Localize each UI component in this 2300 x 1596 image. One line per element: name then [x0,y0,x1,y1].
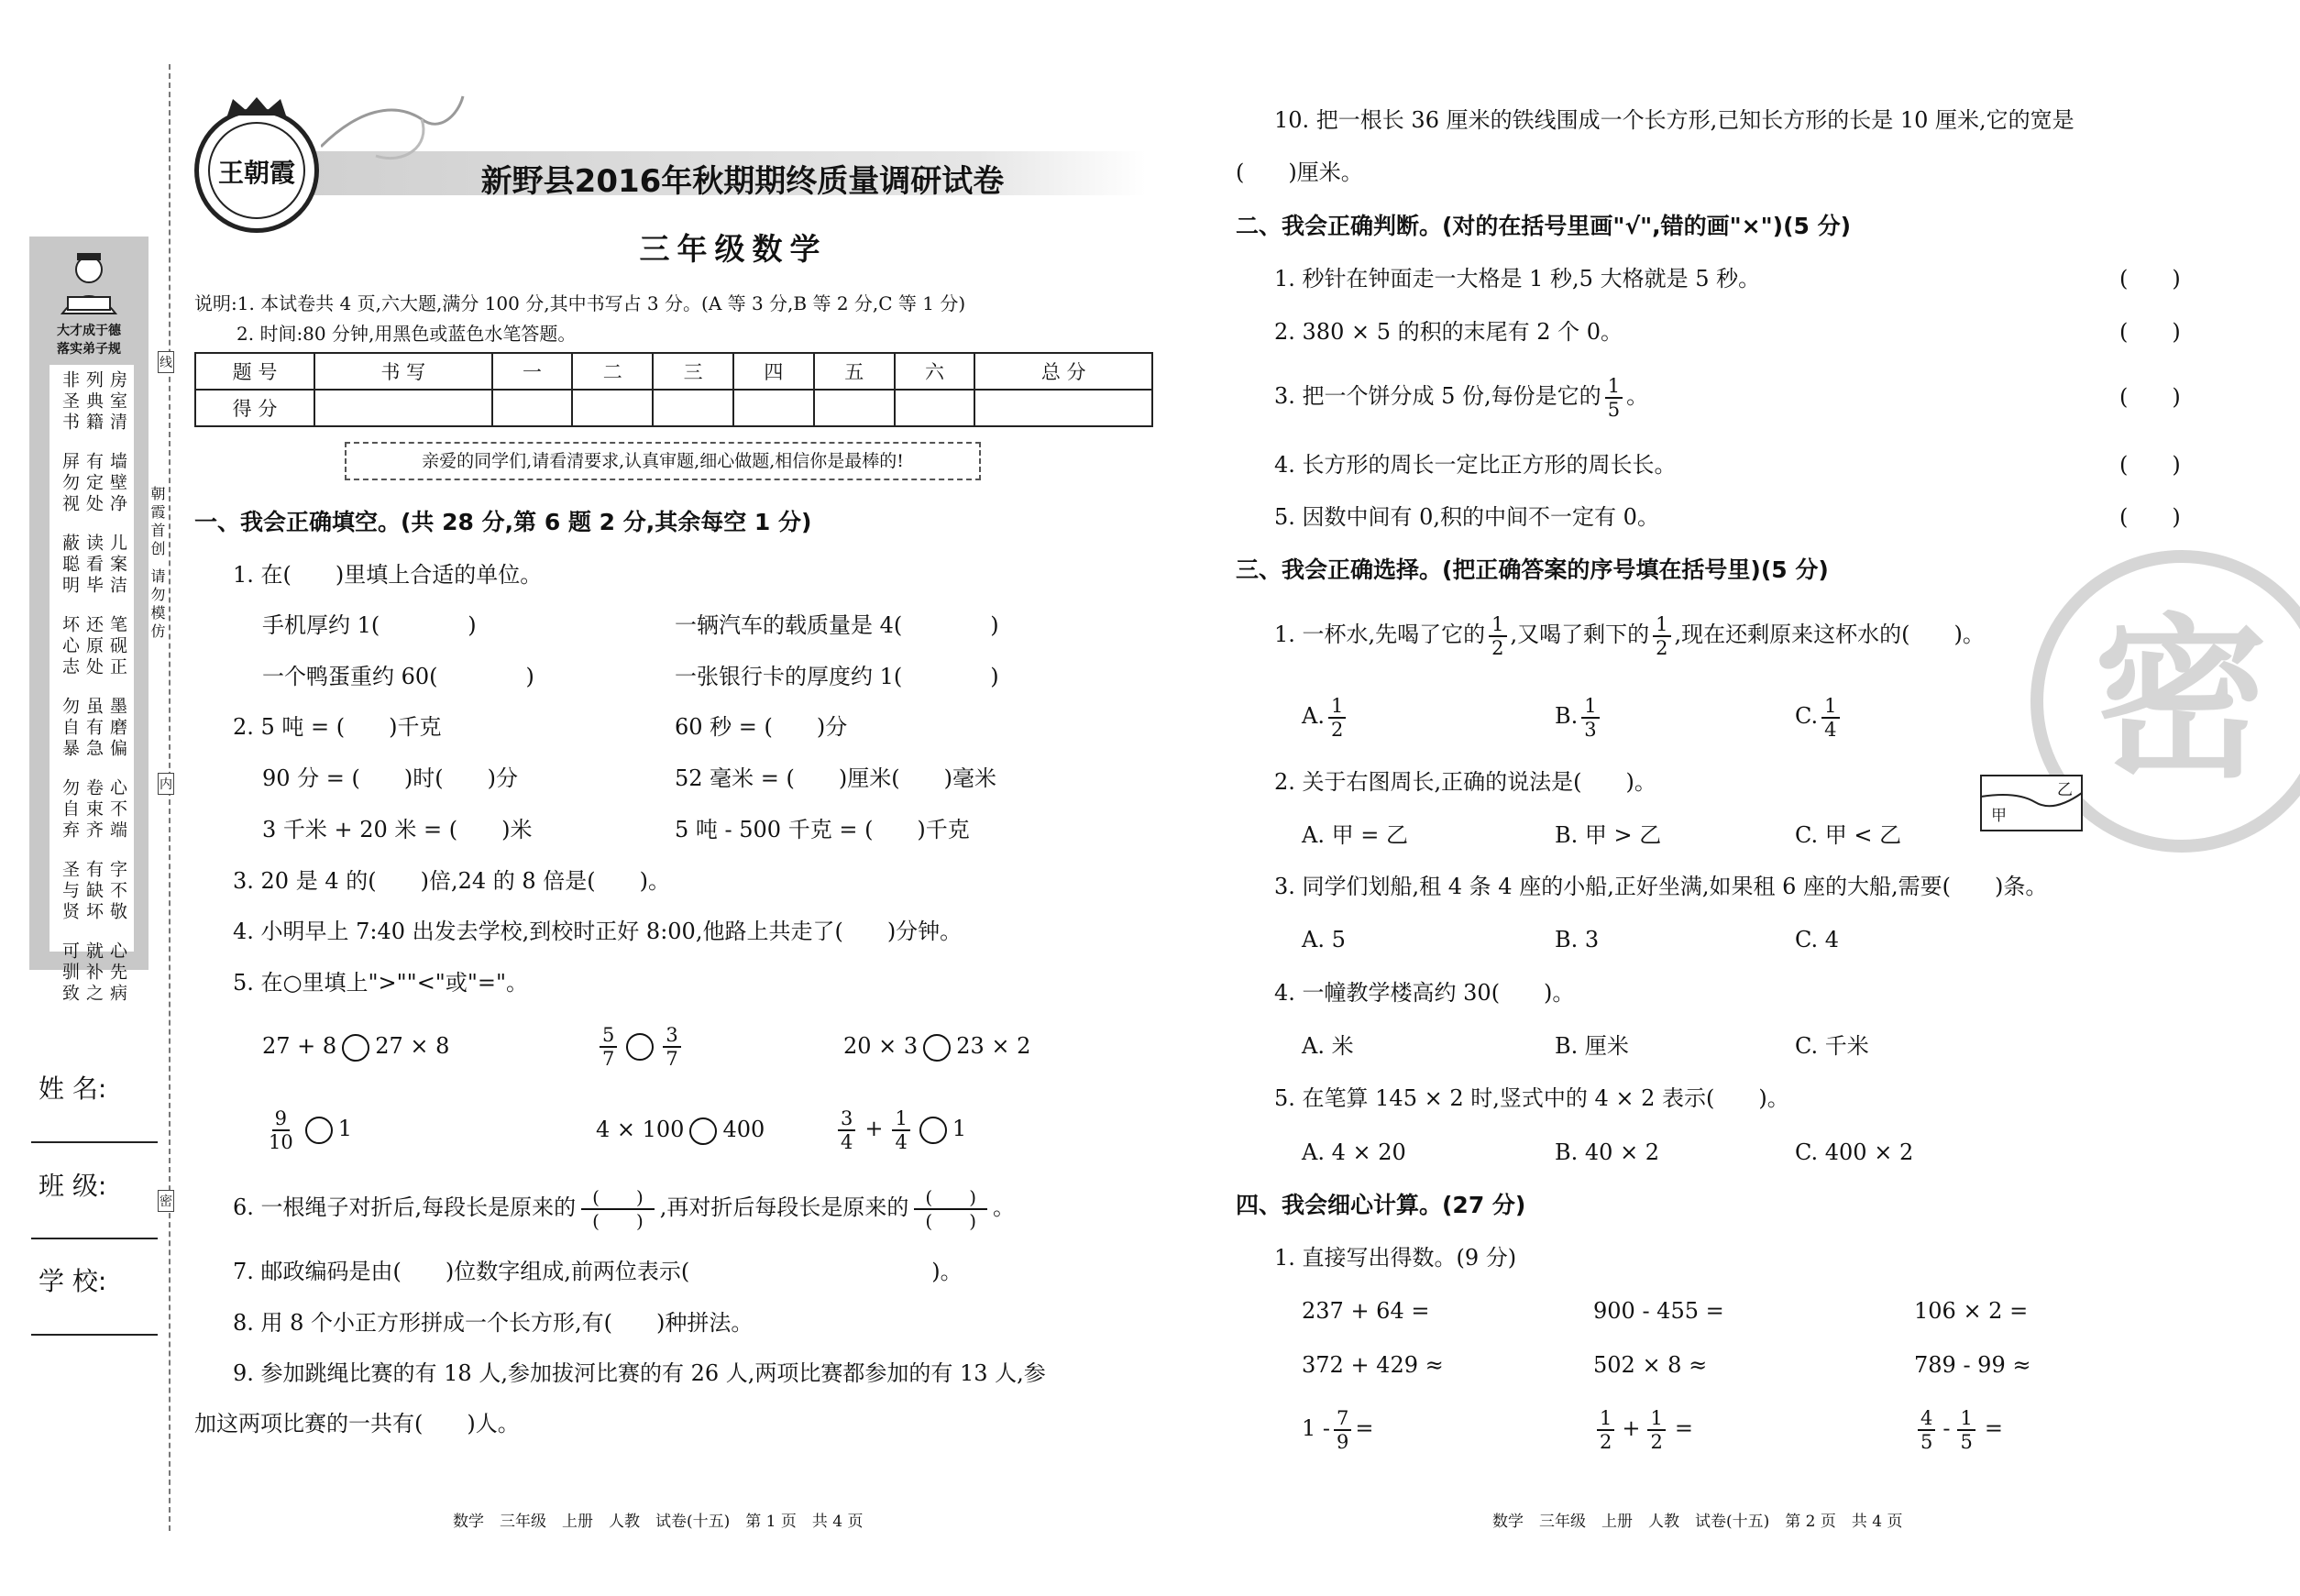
answer-fraction[interactable]: ( ) ( ) [914,1186,987,1232]
p1-q2e: 3 千米 + 20 米 = ( )米 [262,817,533,842]
p1-q5c: 20 × 3 23 × 2 [843,1032,1030,1062]
score-cell[interactable] [974,390,1152,426]
copyright-note: 请勿模仿 [149,568,166,642]
p1-q1a: 手机厚约 1( ) [262,612,477,638]
name-field[interactable] [31,1141,158,1143]
compare-circle[interactable] [626,1033,654,1061]
region-yi-label: 乙 [2057,781,2073,799]
p3-q2: 2. 关于右图周长,正确的说法是( )。 [1274,769,1656,795]
score-header: 总 分 [974,353,1152,390]
p4-q1: 1. 直接写出得数。(9 分) [1274,1245,1517,1271]
score-cell[interactable] [895,390,975,426]
p3-q3-opt-a[interactable]: A. 5 [1302,927,1346,952]
motto-col: 卷束齐 [83,778,104,842]
p3-q1: 1. 一杯水,先喝了它的 $\frac{1}{2}$ ,又喝了剩下的 $\frac{1}{2}$ ,现在还剩原来这杯水的( )。 [1274,612,1985,659]
score-row-label: 得 分 [195,390,314,426]
footer-right: 数学 三年级 上册 人教 试卷(十五) 第 2 页 共 4 页 [1492,1513,1903,1531]
motto-col: 有定处 [83,452,104,515]
copyright-note: 朝霞首创 [149,486,166,559]
p3-q4-opt-b[interactable]: B. 厘米 [1555,1033,1629,1059]
p3-q5-opt-c[interactable]: C. 400 × 2 [1795,1139,1914,1165]
score-header: 六 [895,353,975,390]
score-cell[interactable] [492,390,573,426]
motto-col: 心先病 [107,941,127,1005]
motto-col: 列典籍 [83,370,104,434]
crown-icon [224,95,290,121]
encourage-box [345,442,981,480]
motto-col: 坏心志 [60,615,80,678]
perimeter-figure [1980,775,2083,835]
motto-col: 房室清 [107,370,127,434]
motto-col: 勿自弃 [60,778,80,842]
p3-q5-opt-a[interactable]: A. 4 × 20 [1302,1139,1406,1165]
motto-col: 勿自暴 [60,697,80,760]
notes-line2: 2. 时间:80 分钟,用黑色或蓝色水笔答题。 [237,323,577,345]
calc-item: 106 × 2 = [1914,1298,2029,1324]
motto-col: 墙壁净 [107,452,127,515]
p3-q1-opt-b[interactable]: B. $\frac{1}{3}$ [1555,690,1603,742]
compare-circle[interactable] [342,1034,369,1062]
region-jia-label: 甲 [1991,807,2007,825]
p1-q9b: 加这两项比赛的一共有( )人。 [194,1411,520,1436]
motto-col: 读看毕 [83,534,104,597]
logo-emblem [194,108,319,233]
motto-col: 圣与贤 [60,860,80,923]
seal-mark: 内 [158,773,174,795]
p1-q5f: $\frac{3}{4}$ + $\frac{1}{4}$ 1 [834,1103,966,1154]
p1-q3: 3. 20 是 4 的( )倍,24 的 8 倍是( )。 [233,868,670,894]
judge-bracket[interactable]: ( ) [2119,384,2181,410]
p2-item2: 2. 380 × 5 的积的末尾有 2 个 0。 [1274,319,1623,345]
motto-col: 儿案洁 [107,534,127,597]
part4-heading: 四、我会细心计算。(27 分) [1236,1192,1526,1218]
motto-col: 就补之 [83,941,104,1005]
score-table [194,352,1153,427]
p3-q2-opt-b[interactable]: B. 甲 > 乙 [1555,822,1662,848]
calc-item: 1 - $\frac{7}{9}$ = [1302,1406,1374,1453]
school-label: 学 校: [39,1266,107,1296]
motto-col: 字不敬 [107,860,127,923]
p3-q3-opt-c[interactable]: C. 4 [1795,927,1840,952]
compare-circle[interactable] [689,1117,717,1145]
p1-q5e: 4 × 100 400 [596,1116,765,1145]
motto-col: 墨磨偏 [107,697,127,760]
exam-title: 新野县2016年秋期期终质量调研试卷 [480,163,1005,200]
motto-col: 非圣书 [60,370,80,434]
p3-q2-opt-a[interactable]: A. 甲 = 乙 [1302,822,1408,848]
answer-fraction[interactable]: ( ) ( ) [581,1186,655,1232]
notes-line1: 说明:1. 本试卷共 4 页,六大题,满分 100 分,其中书写占 3 分。(A 等 3 分,B 等 2 分,C 等 1 分) [194,292,966,314]
p1-q2d: 52 毫米 = ( )厘米( )毫米 [675,765,996,791]
p2-item1: 1. 秒针在钟面走一大格是 1 秒,5 大格就是 5 秒。 [1274,266,1761,292]
p1-q2f: 5 吨 - 500 千克 = ( )千克 [675,817,970,842]
p1-q6: 6. 一根绳子对折后,每段长是原来的 ( ) ( ) ,再对折后每段长是原来的 ( ) ( ) 。 [233,1185,1016,1232]
part3-heading: 三、我会正确选择。(把正确答案的序号填在括号里)(5 分) [1236,556,1829,583]
p3-q4-opt-c[interactable]: C. 千米 [1795,1033,1869,1059]
seal-mark: 密 [158,1190,174,1212]
p3-q1-opt-c[interactable]: C. $\frac{1}{4}$ [1795,690,1843,742]
p3-q3: 3. 同学们划船,租 4 条 4 座的小船,正好坐满,如果租 6 座的大船,需要( )条。 [1274,874,2048,899]
score-cell[interactable] [814,390,895,426]
p1-q2a: 2. 5 吨 = ( )千克 [233,714,442,740]
p1-q4: 4. 小明早上 7:40 出发去学校,到校时正好 8:00,他路上共走了( )分钟。 [233,919,963,944]
p3-q3-opt-b[interactable]: B. 3 [1555,927,1600,952]
seal-mark: 线 [158,351,174,373]
school-field[interactable] [31,1334,158,1336]
p1-q8: 8. 用 8 个小正方形拼成一个长方形,有( )种拼法。 [233,1310,754,1336]
p3-q4-opt-a[interactable]: A. 米 [1302,1033,1354,1059]
encourage-text: 亲爱的同学们,请看清要求,认真审题,细心做题,相信你是最棒的! [422,451,904,471]
motto-col: 可驯致 [60,941,80,1005]
part1-heading: 一、我会正确填空。(共 28 分,第 6 题 2 分,其余每空 1 分) [194,509,812,535]
compare-circle[interactable] [919,1117,947,1144]
score-cell[interactable] [314,390,492,426]
judge-bracket[interactable]: ( ) [2119,504,2181,530]
score-header: 书 写 [314,353,492,390]
motto-col: 虽有急 [83,697,104,760]
p3-q5-opt-b[interactable]: B. 40 × 2 [1555,1139,1660,1165]
score-header: 五 [814,353,895,390]
calc-item: 237 + 64 = [1302,1298,1430,1324]
p1-q5a: 27 + 8 27 × 8 [262,1032,449,1062]
p3-q4: 4. 一幢教学楼高约 30( )。 [1274,980,1575,1006]
class-field[interactable] [31,1238,158,1239]
p1-q1: 1. 在( )里填上合适的单位。 [233,562,543,588]
class-label: 班 级: [39,1171,107,1201]
calc-item: 789 - 99 ≈ [1914,1352,2031,1378]
judge-bracket[interactable]: ( ) [2119,452,2181,478]
score-header: 四 [733,353,814,390]
motto-col: 蔽聪明 [60,534,80,597]
p3-q5: 5. 在笔算 145 × 2 时,竖式中的 4 × 2 表示( )。 [1274,1085,1789,1111]
subject-title: 三年级数学 [639,231,828,267]
p1-q5b: $\frac{5}{7}$ $\frac{3}{7}$ [596,1019,685,1071]
binding-line [169,64,171,1531]
motto-panel [29,237,149,1005]
compare-circle[interactable] [923,1034,951,1062]
p1-q7: 7. 邮政编码是由( )位数字组成,前两位表示( )。 [233,1259,963,1284]
footer-left: 数学 三年级 上册 人教 试卷(十五) 第 1 页 共 4 页 [453,1513,864,1531]
p1-q5d: $\frac{9}{10}$ 1 [269,1106,353,1153]
calc-item: $\frac{1}{2}$ + $\frac{1}{2}$ = [1593,1403,1693,1454]
p2-item4: 4. 长方形的周长一定比正方形的周长长。 [1274,452,1677,478]
p3-q2-opt-c[interactable]: C. 甲 < 乙 [1795,822,1902,848]
score-cell[interactable] [572,390,653,426]
p1-q9a: 9. 参加跳绳比赛的有 18 人,参加拔河比赛的有 26 人,两项比赛都参加的有 13 人,参 [233,1360,1046,1386]
motto-col: 有缺坏 [83,860,104,923]
motto-col: 还原处 [83,615,104,678]
calc-item: 502 × 8 ≈ [1593,1352,1708,1378]
p3-q1-opt-a[interactable]: A. $\frac{1}{2}$ [1302,690,1349,742]
p1-q5: 5. 在○里填上">""<"或"="。 [233,970,529,996]
score-cell[interactable] [733,390,814,426]
p2-item3: 3. 把一个饼分成 5 份,每份是它的 $\frac{1}{5}$ 。 [1274,374,1649,421]
p1-q1d: 一张银行卡的厚度约 1( ) [675,664,999,689]
judge-bracket[interactable]: ( ) [2119,319,2181,345]
logo-text: 王朝霞 [217,158,295,188]
score-header: 题 号 [195,353,314,390]
motto-col: 屏勿视 [60,452,80,515]
motto-top-2: 落实弟子规 [57,342,121,357]
p1-q1c: 一个鸭蛋重约 60( ) [262,664,534,689]
score-cell[interactable] [653,390,733,426]
p1-q10a: 10. 把一根长 36 厘米的铁线围成一个长方形,已知长方形的长是 10 厘米,它的宽是 [1274,107,2074,133]
p1-q2c: 90 分 = ( )时( )分 [262,765,518,791]
calc-item: 372 + 429 ≈ [1302,1352,1444,1378]
name-label: 姓 名: [39,1073,107,1104]
score-header: 二 [572,353,653,390]
part2-heading: 二、我会正确判断。(对的在括号里画"√",错的画"×")(5 分) [1236,213,1852,239]
motto-columns [50,365,134,1005]
motto-col: 心不端 [107,778,127,842]
motto-col: 笔砚正 [107,615,127,678]
scholar-figure-icon [50,246,128,319]
p1-q10b: ( )厘米。 [1236,160,1363,185]
score-header: 三 [653,353,733,390]
calc-item: $\frac{4}{5}$ - $\frac{1}{5}$ = [1914,1403,2003,1454]
watermark-char: 密 [2093,599,2268,801]
score-header: 一 [492,353,573,390]
compare-circle[interactable] [305,1117,333,1144]
judge-bracket[interactable]: ( ) [2119,266,2181,292]
calc-item: 900 - 455 = [1593,1298,1724,1324]
p1-q2b: 60 秒 = ( )分 [675,714,848,740]
p2-item5: 5. 因数中间有 0,积的中间不一定有 0。 [1274,504,1659,530]
p1-q1b: 一辆汽车的载质量是 4( ) [675,612,999,638]
motto-top-1: 大才成于德 [57,324,121,338]
